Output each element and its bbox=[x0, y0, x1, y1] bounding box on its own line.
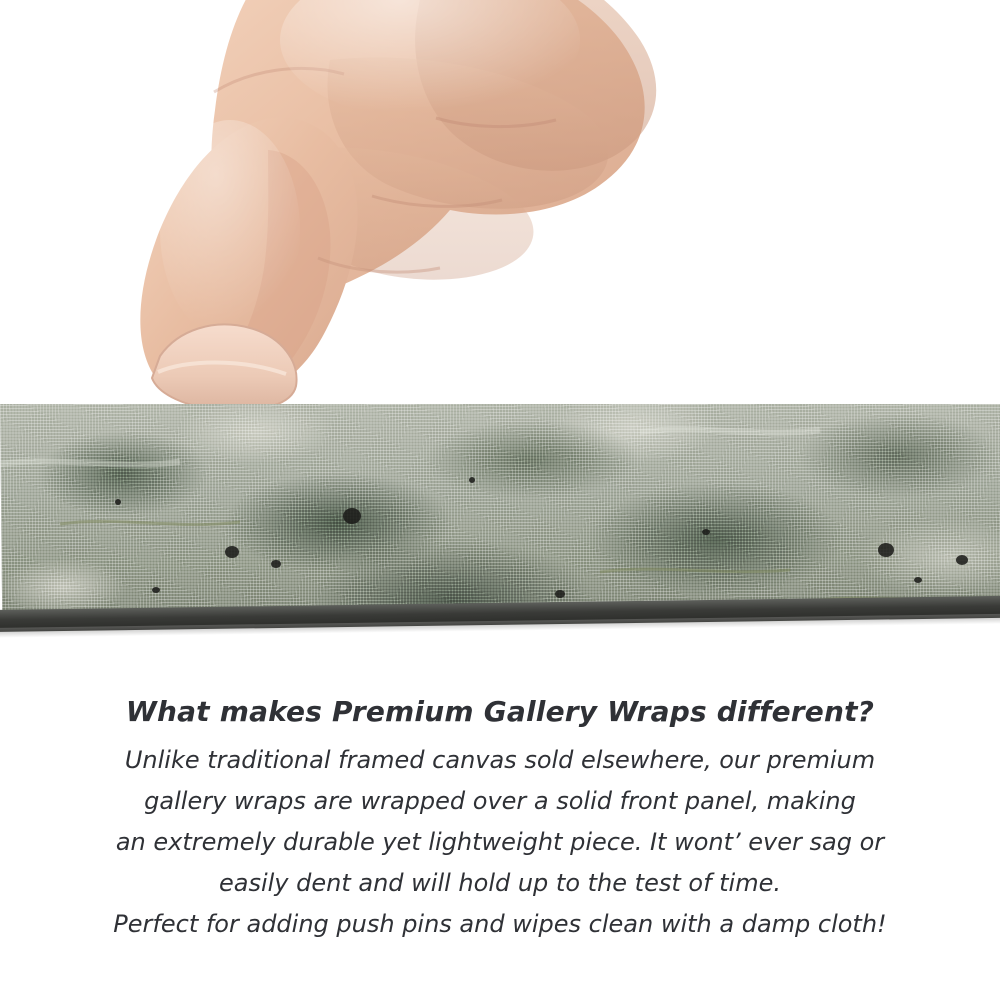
hand-svg bbox=[0, 0, 1000, 420]
thumb-highlight bbox=[160, 120, 300, 340]
caption-closing-line: Perfect for adding push pins and wipes clean with a damp cloth! bbox=[113, 910, 887, 938]
caption-body-line: an extremely durable yet lightweight piece. It wont’ ever sag or bbox=[115, 828, 885, 856]
caption-body-line: gallery wraps are wrapped over a solid front panel, making bbox=[144, 787, 856, 815]
caption-body-line: easily dent and will hold up to the test of time. bbox=[218, 869, 781, 897]
caption-body-line: Unlike traditional framed canvas sold elsewhere, our premium bbox=[124, 746, 876, 774]
caption-block bbox=[0, 690, 1000, 945]
canvas-edge-strip bbox=[0, 404, 1000, 639]
hand-illustration bbox=[0, 0, 1000, 420]
caption-body bbox=[0, 740, 1000, 904]
canvas-speckles bbox=[0, 404, 1000, 619]
caption-heading: What makes Premium Gallery Wraps different? bbox=[125, 695, 875, 728]
